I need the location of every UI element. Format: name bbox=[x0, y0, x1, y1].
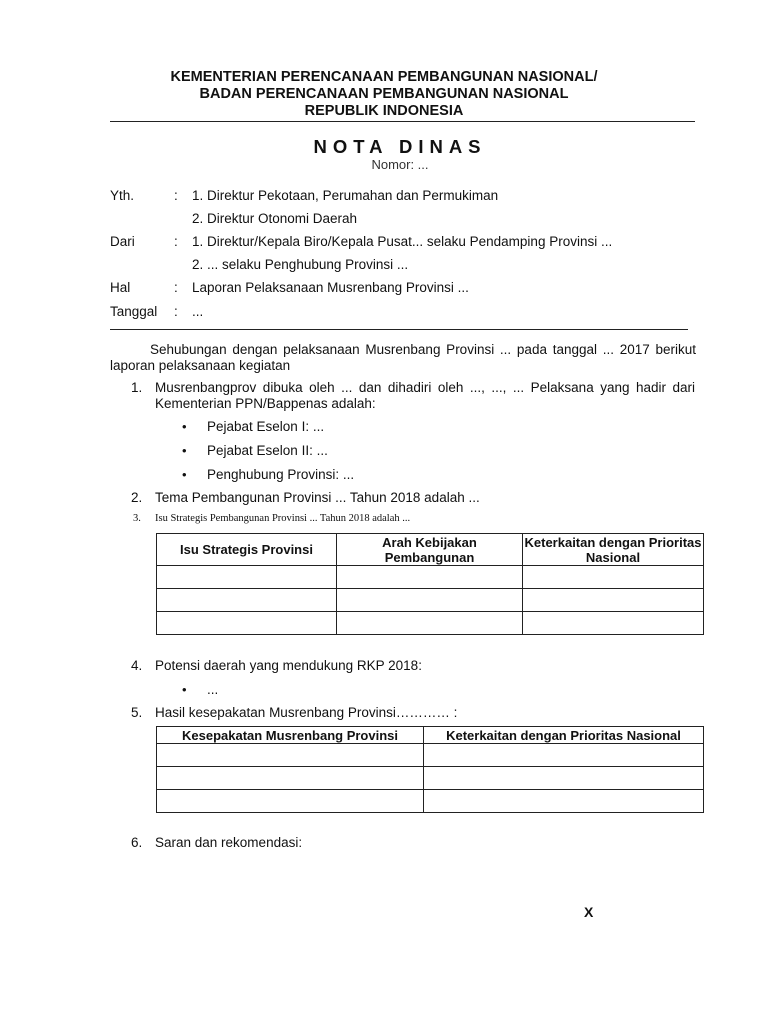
footer-x-mark: X bbox=[584, 904, 594, 920]
item-3-number: 3. bbox=[133, 513, 141, 524]
table-cell bbox=[157, 744, 424, 767]
agreement-table bbox=[156, 726, 704, 813]
tanggal-label: Tanggal bbox=[110, 304, 158, 319]
address-divider bbox=[110, 329, 688, 330]
table-header-keterkaitan-prioritas: Keterkaitan dengan Prioritas Nasional bbox=[424, 727, 704, 744]
hal-colon: : bbox=[174, 280, 178, 295]
item-4-bullet-1: ... bbox=[207, 682, 219, 697]
yth-colon: : bbox=[174, 188, 178, 203]
dari-sender-1: 1. Direktur/Kepala Biro/Kepala Pusat... selaku Pendamping Provinsi ... bbox=[192, 234, 613, 249]
table-cell bbox=[157, 767, 424, 790]
dari-label: Dari bbox=[110, 234, 135, 249]
table-row bbox=[157, 612, 704, 635]
table-cell bbox=[424, 744, 704, 767]
item-5-text: Hasil kesepakatan Musrenbang Provinsi………… : bbox=[155, 705, 458, 720]
table-row bbox=[157, 790, 704, 813]
table-cell bbox=[424, 790, 704, 813]
item-5-number: 5. bbox=[131, 705, 143, 720]
bullet-icon: • bbox=[182, 443, 187, 458]
table-header-kesepakatan: Kesepakatan Musrenbang Provinsi bbox=[157, 727, 424, 744]
table-cell bbox=[157, 589, 337, 612]
dari-sender-2: 2. ... selaku Penghubung Provinsi ... bbox=[192, 257, 409, 272]
tanggal-colon: : bbox=[174, 304, 178, 319]
header-divider bbox=[110, 121, 695, 122]
item-1-text: Musrenbangprov dibuka oleh ... dan dihadiri oleh ..., ..., ... Pelaksana yang hadir dari Kementerian PPN/Bappenas adalah: bbox=[155, 380, 695, 411]
yth-label: Yth. bbox=[110, 188, 135, 203]
table-header-keterkaitan: Keterkaitan dengan Prioritas Nasional bbox=[524, 534, 702, 565]
ministry-name-line-3: REPUBLIK INDONESIA bbox=[304, 103, 464, 119]
item-2-number: 2. bbox=[131, 490, 143, 505]
item-1-bullet-3: Penghubung Provinsi: ... bbox=[207, 467, 355, 482]
yth-recipient-1: 1. Direktur Pekotaan, Perumahan dan Permukiman bbox=[192, 188, 499, 203]
table-cell bbox=[523, 566, 704, 589]
item-1-number: 1. bbox=[131, 380, 143, 395]
bullet-icon: • bbox=[182, 419, 187, 434]
table-cell bbox=[523, 612, 704, 635]
ministry-name-line-2: BADAN PERENCANAAN PEMBANGUNAN NASIONAL bbox=[199, 86, 569, 102]
table-row bbox=[157, 744, 704, 767]
table-cell bbox=[337, 612, 523, 635]
strategic-issues-table bbox=[156, 533, 704, 635]
table-cell bbox=[337, 566, 523, 589]
hal-label: Hal bbox=[110, 280, 131, 295]
tanggal-value: ... bbox=[192, 304, 204, 319]
bullet-icon: • bbox=[182, 467, 187, 482]
yth-recipient-2: 2. Direktur Otonomi Daerah bbox=[192, 211, 358, 226]
item-6-text: Saran dan rekomendasi: bbox=[155, 835, 303, 850]
table-header-isu-strategis: Isu Strategis Provinsi bbox=[157, 534, 337, 566]
item-3-text: Isu Strategis Pembangunan Provinsi ... Tahun 2018 adalah ... bbox=[155, 513, 411, 524]
item-2-text: Tema Pembangunan Provinsi ... Tahun 2018 adalah ... bbox=[155, 490, 480, 505]
table-cell bbox=[337, 589, 523, 612]
item-1-bullet-2: Pejabat Eselon II: ... bbox=[207, 443, 328, 458]
item-1-bullet-1: Pejabat Eselon I: ... bbox=[207, 419, 325, 434]
table-cell bbox=[157, 612, 337, 635]
table-cell bbox=[157, 790, 424, 813]
item-4-number: 4. bbox=[131, 658, 143, 673]
table-cell bbox=[157, 566, 337, 589]
bullet-icon: • bbox=[182, 682, 187, 697]
table-header-arah-kebijakan: Arah Kebijakan Pembangunan bbox=[337, 534, 523, 566]
item-4-text: Potensi daerah yang mendukung RKP 2018: bbox=[155, 658, 422, 673]
document-number: Nomor: ... bbox=[371, 157, 429, 172]
intro-paragraph: Sehubungan dengan pelaksanaan Musrenbang Provinsi ... pada tanggal ... 2017 berikut laporan pelaksanaan kegiatan bbox=[110, 342, 696, 373]
ministry-name-line-1: KEMENTERIAN PERENCANAAN PEMBANGUNAN NASIONAL/ bbox=[170, 69, 598, 85]
dari-colon: : bbox=[174, 234, 178, 249]
item-6-number: 6. bbox=[131, 835, 143, 850]
table-cell bbox=[424, 767, 704, 790]
document-title: NOTA DINAS bbox=[313, 136, 487, 157]
hal-value: Laporan Pelaksanaan Musrenbang Provinsi ... bbox=[192, 280, 469, 295]
table-row bbox=[157, 589, 704, 612]
table-cell bbox=[523, 589, 704, 612]
table-row bbox=[157, 566, 704, 589]
table-row bbox=[157, 767, 704, 790]
